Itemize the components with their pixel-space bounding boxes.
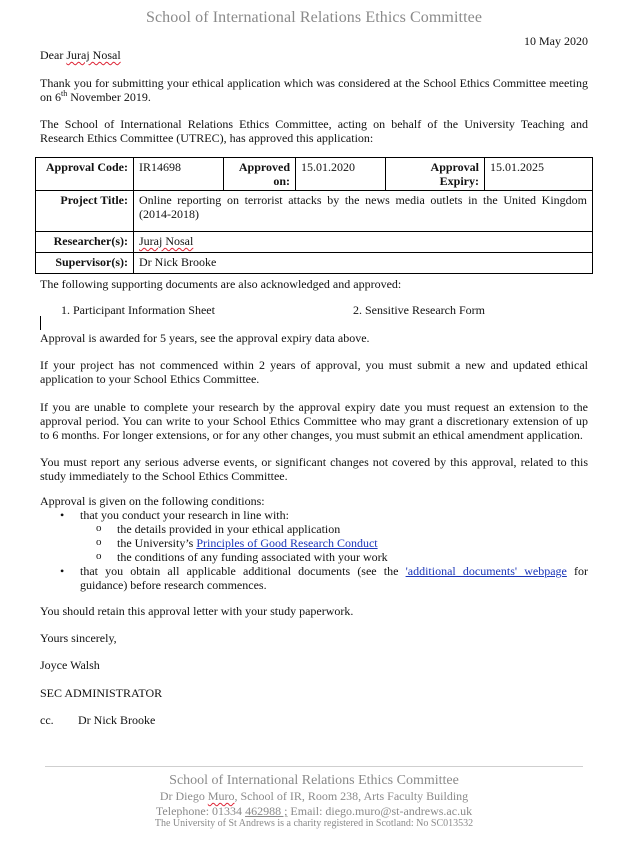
researchers-value [134,232,593,253]
approval-code-label: Approval Code: [36,158,134,191]
document-item: 2. Sensitive Research Form [353,303,485,317]
researchers-label: Researcher(s): [36,232,134,253]
approval-expiry-value: 15.01.2025 [485,158,593,191]
condition-subitem-prefix: the University’s [117,536,197,550]
letterhead-title: School of International Relations Ethics Committee [145,9,483,26]
condition-sublist [80,522,588,564]
paragraph-approval: The School of International Relations Ethics Committee, acting on behalf of the University Teaching and Research Ethics Committee (UTREC), has approved this application: [40,117,588,145]
approval-expiry-label: Approval Expiry: [386,158,485,191]
paragraph-thanks-tail: November 2019. [67,90,151,104]
cc-name: Dr Nick Brooke [78,713,156,727]
footer-contact-name: Muro [207,789,235,803]
cc-label: cc. [40,713,54,727]
footer-title: School of International Relations Ethics Committee [169,773,459,788]
condition-item [40,564,588,592]
closing: Yours sincerely, [40,631,117,645]
condition-text-suffix: for guidance) before research commences. [80,564,588,592]
supervisors-label: Supervisor(s): [36,253,134,274]
footer-phone-number[interactable]: 462988 ; [245,804,288,818]
footer-charity-notice: The University of St Andrews is a charity registered in Scotland: No SC013532 [154,818,474,829]
salutation [40,48,588,62]
project-title-label: Project Title: [36,191,134,232]
supervisors-value: Dr Nick Brooke [134,253,593,274]
document-item: 1. Participant Information Sheet [61,303,215,317]
paragraph-thanks [40,76,588,104]
conditions-intro: Approval is given on the following conditions: [40,494,265,508]
paragraph-thanks-text: Thank you for submitting your ethical application which was considered at the School Ethics Committee meeting on 6 [40,76,588,104]
approval-code-value: IR14698 [134,158,224,191]
salutation-name: Juraj Nosal [66,48,121,62]
footer-contact [0,804,628,819]
paragraph-awarded: Approval is awarded for 5 years, see the approval expiry data above. [40,331,370,345]
footer-phone-prefix: Telephone: 01334 [155,804,246,818]
cc-line [40,713,156,728]
footer-divider [45,766,583,767]
documents-intro: The following supporting documents are also acknowledged and approved: [40,277,402,291]
project-title-value: Online reporting on terrorist attacks by the news media outlets in the United Kingdom (2014-2018) [134,191,593,232]
approved-on-value: 15.01.2020 [296,158,386,191]
footer-address [0,789,628,804]
principles-link[interactable]: Principles of Good Research Conduct [196,536,378,550]
footer-address-prefix: Dr Diego [159,789,208,803]
condition-text: that you conduct your research in line with: [80,508,289,522]
paragraph-report: You must report any serious adverse events, or significant changes not covered by this approval, related to this study immediately to the School Ethics Committee. [40,455,588,483]
approval-table [35,157,593,274]
paragraph-commence: If your project has not commenced within 2 years of approval, you must submit a new and updated ethical application to your School Ethics Committee. [40,358,588,386]
additional-documents-link[interactable]: 'additional documents' webpage [405,564,567,578]
condition-subitem: o the details provided in your ethical application [80,522,588,536]
condition-subitem [80,536,588,550]
approved-on-label: Approved on: [224,158,296,191]
letter-date: 10 May 2020 [524,34,588,48]
paragraph-extension: If you are unable to complete your research by the approval expiry date you must request an extension to the approval period. You can write to your School Ethics Committee who may grant a discretionary extension of up to 6 months. For longer extensions, or for any other changes, you must submit an ethical amendment application. [40,400,588,442]
condition-item [40,508,588,564]
footer-email: Email: diego.muro@st-andrews.ac.uk [287,804,473,818]
conditions-list [40,508,588,592]
paragraph-retain: You should retain this approval letter with your study paperwork. [40,604,354,618]
condition-text-prefix: that you obtain all applicable additional documents (see the [80,564,406,578]
signatory-name: Joyce Walsh [40,658,100,672]
salutation-prefix: Dear [40,48,67,62]
ordinal-suffix: th [61,89,68,98]
condition-subitem: o the conditions of any funding associated with your work [80,550,588,564]
text-cursor [40,316,41,330]
signatory-role: SEC ADMINISTRATOR [40,686,163,700]
researcher-name: Juraj Nosal [139,234,194,248]
footer-address-suffix: , School of IR, Room 238, Arts Faculty Building [234,789,469,803]
